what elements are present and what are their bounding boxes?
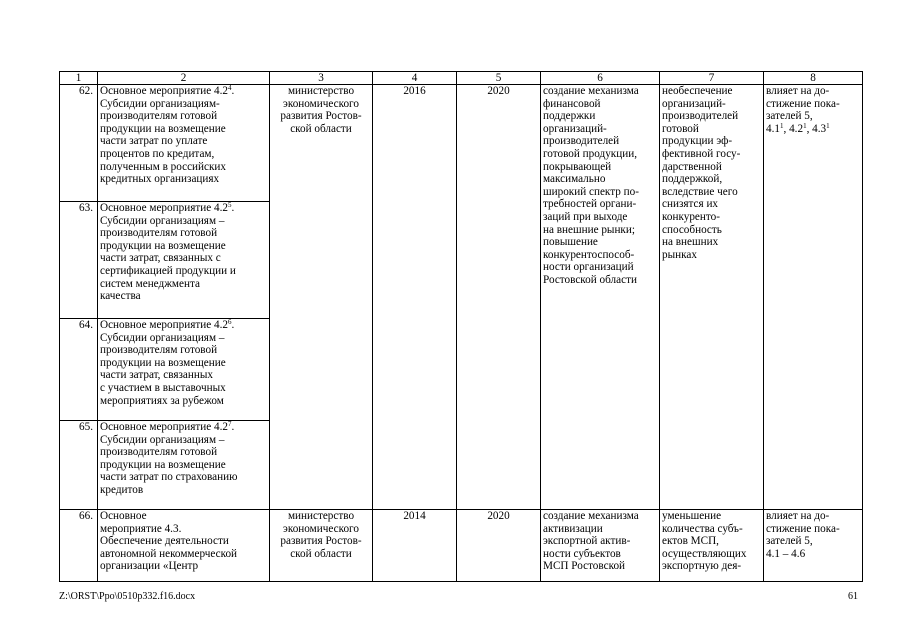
start-year-cell: 2014 bbox=[373, 510, 457, 582]
row-number: 64. bbox=[60, 319, 98, 421]
page-number: 61 bbox=[848, 591, 858, 602]
activity-cell: Основное мероприятие 4.3. Обеспечение деятельности автономной некоммерческой организации «Центр bbox=[98, 510, 270, 582]
col-header-8: 8 bbox=[764, 72, 863, 85]
consequence-cell: необеспечение организаций- производителей готовой продукции эф- фективной госу- дарственной поддержкой, вследствие чего снизятся их конкуренто- способность на внешних рынках bbox=[660, 85, 764, 510]
header-row bbox=[60, 72, 863, 85]
activity-cell: Основное мероприятие $4.2^5$. Субсидии организациям – производителям готовой продукции на возмещение части затрат, связанных с сертификацией продукции и систем менеджмента качества bbox=[98, 202, 270, 319]
col-header-7: 7 bbox=[660, 72, 764, 85]
col-header-5: 5 bbox=[457, 72, 541, 85]
start-year-cell: 2016 bbox=[373, 85, 457, 510]
end-year-cell: 2020 bbox=[457, 85, 541, 510]
result-cell: создание механизма финансовой поддержки организаций- производителей готовой продукции, покрывающей максимально широкий спектр по- требностей органи- заций при выходе на внешние рынки; повышение конкурентоспособ- ности организаций Ростовской области bbox=[541, 85, 660, 510]
col-header-6: 6 bbox=[541, 72, 660, 85]
impact-cell: влияет на до- стижение пока- зателей 5, $4.1^1$, $4.2^1$, $4.3^1$ bbox=[764, 85, 863, 510]
executor-cell: министерство экономического развития Ростов- ской области bbox=[270, 510, 373, 582]
col-header-3: 3 bbox=[270, 72, 373, 85]
col-header-4: 4 bbox=[373, 72, 457, 85]
table-row bbox=[60, 85, 863, 202]
table-row bbox=[60, 510, 863, 582]
end-year-cell: 2020 bbox=[457, 510, 541, 582]
consequence-cell: уменьшение количества субъ- ектов МСП, осуществляющих экспортную дея- bbox=[660, 510, 764, 582]
row-number: 63. bbox=[60, 202, 98, 319]
row-number: 66. bbox=[60, 510, 98, 582]
row-number: 65. bbox=[60, 421, 98, 510]
activity-cell: Основное мероприятие $4.2^7$. Субсидии организациям – производителям готовой продукции на возмещение части затрат по страхованию кредитов bbox=[98, 421, 270, 510]
file-path-footer: Z:\ORST\Ppo\0510p332.f16.docx bbox=[59, 591, 196, 602]
col-header-1: 1 bbox=[60, 72, 98, 85]
activities-table bbox=[59, 71, 863, 582]
activity-cell: Основное мероприятие $4.2^6$. Субсидии организациям – производителям готовой продукции на возмещение части затрат, связанных с участием в выставочных мероприятиях за рубежом bbox=[98, 319, 270, 421]
executor-cell: министерство экономического развития Ростов- ской области bbox=[270, 85, 373, 510]
activity-cell: Основное мероприятие $4.2^4$. Субсидии организациям- производителям готовой продукции на возмещение части затрат по уплате процентов по кредитам, полученным в российских кредитных организациях bbox=[98, 85, 270, 202]
row-number: 62. bbox=[60, 85, 98, 202]
result-cell: создание механизма активизации экспортной актив- ности субъектов МСП Ростовской bbox=[541, 510, 660, 582]
col-header-2: 2 bbox=[98, 72, 270, 85]
impact-cell: влияет на до- стижение пока- зателей 5, 4.1 – 4.6 bbox=[764, 510, 863, 582]
